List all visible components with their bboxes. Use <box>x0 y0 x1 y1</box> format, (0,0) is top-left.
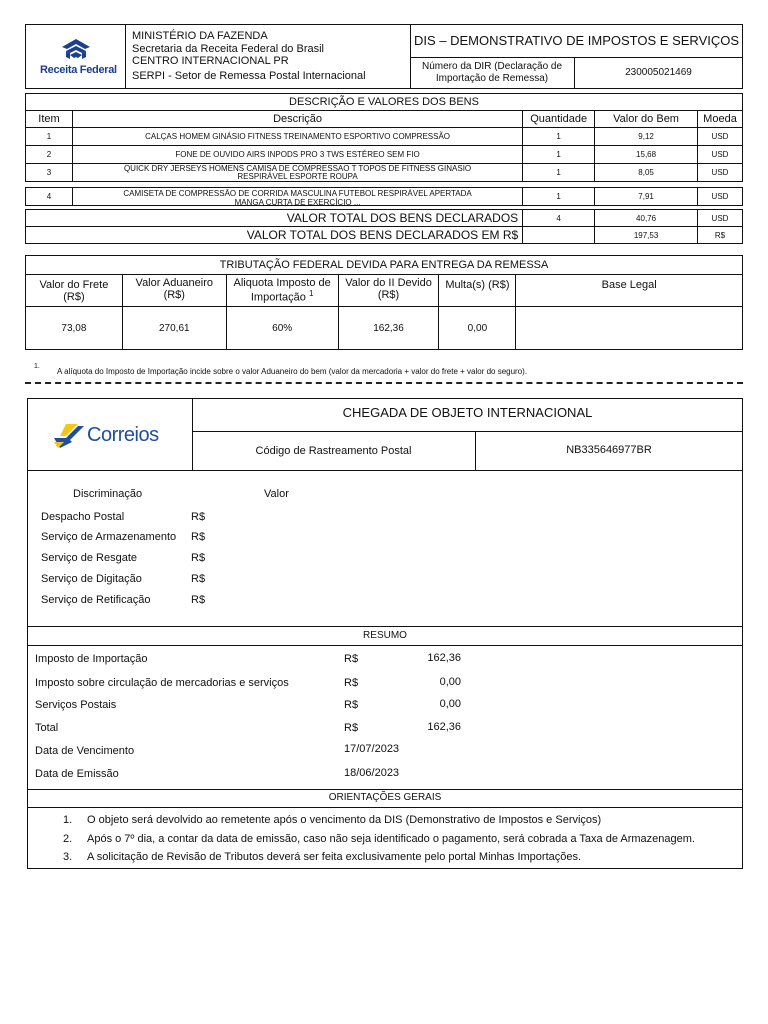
table-row <box>26 128 743 146</box>
guidance-number: 2. <box>63 833 73 845</box>
guidance-title: ORIENTAÇÕES GERAIS <box>328 792 442 803</box>
service-label: Despacho Postal <box>41 511 125 523</box>
receita-logo-text: Receita Federal <box>40 64 117 76</box>
service-currency: R$ <box>191 594 206 606</box>
guidance-number: 3. <box>63 851 73 863</box>
item-number: 2 <box>26 146 73 164</box>
item-value: 9,12 <box>595 128 698 146</box>
total-quantity: 4 <box>523 210 595 227</box>
summary-label: Total <box>35 722 59 734</box>
total-label: VALOR TOTAL DOS BENS DECLARADOS <box>26 210 523 227</box>
ministry-line-1: MINISTÉRIO DA FAZENDA <box>132 30 268 42</box>
footnote-ref: 1 <box>308 289 314 298</box>
service-label: Serviço de Armazenamento <box>41 531 177 543</box>
item-number: 3 <box>26 164 73 182</box>
receita-federal-logo <box>36 37 116 79</box>
cut-line <box>25 382 743 384</box>
receita-emblem-icon <box>36 37 116 65</box>
guidance-text: O objeto será devolvido ao remetente após o vencimento da DIS (Demonstrativo de Impostos e Serviços) <box>87 814 602 826</box>
item-currency: USD <box>697 128 742 146</box>
item-description-line1: QUICK DRY JERSEYS HOMENS CAMISA DE COMPRESSÃO T TOPOS DE FITNESS GINÁSIO <box>123 164 472 173</box>
col-header-quantity: Quantidade <box>523 111 595 128</box>
item-description <box>72 188 522 206</box>
discriminacao-header: Discriminação <box>73 488 143 500</box>
item-value: 7,91 <box>595 188 698 206</box>
summary-title: RESUMO <box>363 630 407 641</box>
dir-number: 230005021469 <box>625 67 692 78</box>
tracking-label: Código de Rastreamento Postal <box>255 445 412 457</box>
footnote-text: A alíquota do Imposto de Importação incide sobre o valor Aduaneiro do bem (valor da mercadoria + valor do frete + valor do seguro). <box>57 367 528 376</box>
total-brl-row <box>26 227 743 244</box>
aliquota-value: 60% <box>226 307 338 350</box>
item-description: FONE DE OUVIDO AIRS INPODS PRO 3 TWS ESTÉREO SEM FIO <box>72 146 522 164</box>
total-brl-label: VALOR TOTAL DOS BENS DECLARADOS EM R$ <box>26 227 523 244</box>
valor-header: Valor <box>264 488 289 500</box>
item-description: CALÇAS HOMEM GINÁSIO FITNESS TREINAMENTO ESPORTIVO COMPRESSÃO <box>72 128 522 146</box>
item-quantity: 1 <box>523 128 595 146</box>
ministry-line-3: CENTRO INTERNACIONAL PR <box>132 55 289 67</box>
col-header-currency: Moeda <box>697 111 742 128</box>
summary-currency: R$ <box>344 722 359 734</box>
tax-values-row <box>26 307 743 350</box>
col-header-frete: Valor do Frete (R$) <box>26 275 123 307</box>
table-row <box>26 146 743 164</box>
service-currency: R$ <box>191 552 206 564</box>
item-quantity: 1 <box>523 146 595 164</box>
summary-currency: R$ <box>344 653 359 665</box>
due-date-value: 17/07/2023 <box>344 743 400 755</box>
total-value: 40,76 <box>595 210 698 227</box>
total-currency: USD <box>697 210 742 227</box>
frete-value: 73,08 <box>26 307 123 350</box>
summary-value: 162,36 <box>427 652 461 664</box>
correios-logo <box>52 420 172 452</box>
guidance-text: Após o 7º dia, a contar da data de emissão, caso não seja identificado o pagamento, será cobrada a Taxa de Armazenagem. <box>87 833 695 845</box>
service-label: Serviço de Retificação <box>41 594 151 606</box>
total-brl-value: 197,53 <box>595 227 698 244</box>
issue-date-label: Data de Emissão <box>35 768 119 780</box>
service-label: Serviço de Resgate <box>41 552 137 564</box>
col-header-value: Valor do Bem <box>595 111 698 128</box>
dir-label-line1: Número da DIR (Declaração de <box>421 61 563 72</box>
goods-section-title: DESCRIÇÃO E VALORES DOS BENS <box>26 94 743 111</box>
col-header-description: Descrição <box>72 111 522 128</box>
service-currency: R$ <box>191 531 206 543</box>
col-header-base-legal: Base Legal <box>516 275 743 307</box>
tracking-code: NB335646977BR <box>566 444 652 456</box>
item-description-line2: MANGA CURTA DE EXERCÍCIO ... <box>234 197 361 205</box>
item-quantity: 1 <box>523 188 595 206</box>
summary-currency: R$ <box>344 677 359 689</box>
correios-emblem-icon <box>52 422 86 450</box>
item-number: 1 <box>26 128 73 146</box>
summary-label: Imposto sobre circulação de mercadorias e serviços <box>35 677 289 689</box>
summary-value: 162,36 <box>427 721 461 733</box>
aduaneiro-value: 270,61 <box>122 307 226 350</box>
item-description-line1: CAMISETA DE COMPRESSÃO DE CORRIDA MASCULINA FUTEBOL RESPIRÁVEL APERTADA <box>123 188 472 198</box>
guidance-text: A solicitação de Revisão de Tributos deverá ser feita exclusivamente pelo portal Minhas Importações. <box>87 851 582 863</box>
correios-logo-text: Correios <box>87 424 159 446</box>
item-currency: USD <box>697 146 742 164</box>
item-value: 8,05 <box>595 164 698 182</box>
item-description <box>72 164 522 182</box>
summary-value: 0,00 <box>439 698 461 710</box>
service-label: Serviço de Digitação <box>41 573 142 585</box>
summary-value: 0,00 <box>439 676 461 688</box>
total-brl-currency: R$ <box>697 227 742 244</box>
item-value: 15,68 <box>595 146 698 164</box>
issue-date-value: 18/06/2023 <box>344 767 400 779</box>
correios-title: CHEGADA DE OBJETO INTERNACIONAL <box>342 405 593 420</box>
base-legal-value <box>516 307 743 350</box>
col-header-item: Item <box>26 111 73 128</box>
summary-label: Imposto de Importação <box>35 653 148 665</box>
col-header-ii: Valor do II Devido (R$) <box>338 275 439 307</box>
total-row <box>26 210 743 227</box>
ministry-line-2: Secretaria da Receita Federal do Brasil <box>132 43 324 55</box>
item-description-line2: RESPIRÁVEL ESPORTE ROUPA <box>237 171 358 181</box>
total-brl-quantity <box>523 227 595 244</box>
col-header-aduaneiro: Valor Aduaneiro (R$) <box>122 275 226 307</box>
summary-currency: R$ <box>344 699 359 711</box>
tax-section-title: TRIBUTAÇÃO FEDERAL DEVIDA PARA ENTREGA DA REMESSA <box>26 256 743 275</box>
item-currency: USD <box>697 164 742 182</box>
service-currency: R$ <box>191 573 206 585</box>
dir-label-line2: Importação de Remessa) <box>435 73 549 84</box>
multa-value: 0,00 <box>439 307 516 350</box>
item-quantity: 1 <box>523 164 595 182</box>
summary-label: Serviços Postais <box>35 699 117 711</box>
doc-title: DIS – DEMONSTRATIVO DE IMPOSTOS E SERVIÇOS <box>413 33 740 48</box>
col-header-multa: Multa(s) (R$) <box>439 275 516 307</box>
service-currency: R$ <box>191 511 206 523</box>
guidance-number: 1. <box>63 814 73 826</box>
table-row <box>26 164 743 182</box>
goods-table <box>25 93 743 244</box>
table-row <box>26 188 743 206</box>
ministry-line-4: SERPI - Setor de Remessa Postal Internacional <box>132 70 366 82</box>
col-header-aliquota: Aliquota Imposto de Importação $^1$ <box>226 275 338 307</box>
item-number: 4 <box>26 188 73 206</box>
tax-table <box>25 255 743 350</box>
footnote-marker: 1. <box>34 363 40 370</box>
item-currency: USD <box>697 188 742 206</box>
due-date-label: Data de Vencimento <box>35 745 135 757</box>
ii-value: 162,36 <box>338 307 439 350</box>
